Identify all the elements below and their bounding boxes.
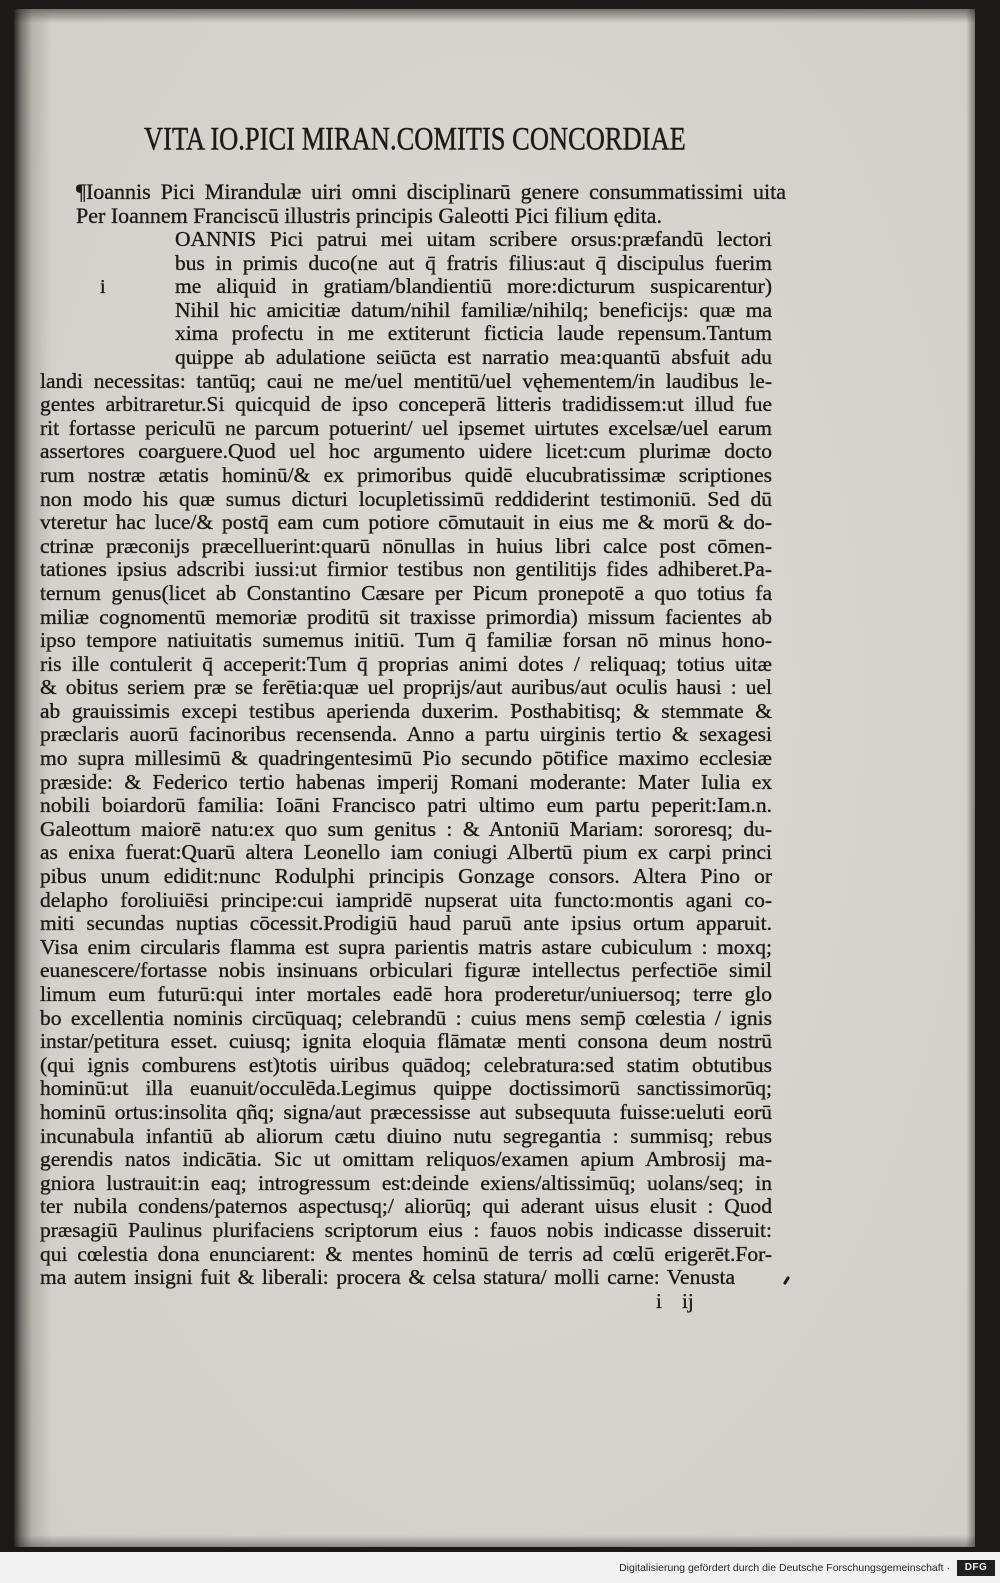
body-line: gniora lustrauit:in eaq; introgressum est:deinde exiens/altissimūq; uolans/seq; in	[40, 1170, 772, 1195]
body-line: euanescere/fortasse nobis insinuans orbiculari figuræ intellectus perfectiōe simil	[40, 958, 772, 983]
chapter-heading	[76, 180, 786, 228]
body-line: tationes ipsius adscribi iussi:ut firmior testibus non gentilitijs fides adhiberet.Pa-	[40, 557, 772, 582]
body-text	[40, 228, 772, 1290]
body-line: hominū:ut illa euanuit/occulēda.Legimus quippe doctissimorū sanctissimorūq;	[40, 1076, 772, 1101]
body-line: quippe ab adulatione seiūcta est narratio mea:quantū absfuit adu	[175, 344, 772, 369]
footer-credit: Digitalisierung gefördert durch die Deutsche Forschungsgemeinschaft ·	[619, 1562, 950, 1574]
digitization-footer	[0, 1552, 1000, 1583]
signature-mark: ij	[682, 1289, 694, 1313]
body-line: Galeottum maiorē natu:ex quo sum genitus : & Antoniū Mariam: sororesq; du-	[40, 816, 772, 841]
body-line: rum nostræ ætatis hominū/& ex primoribus quidē elucubratissimæ scriptiones	[40, 462, 772, 487]
body-line: delapho foroliuiēsi principe:cui iampridē nupserat uita functo:montis agani co-	[40, 887, 772, 912]
body-line: mo supra millesimū & quadringentesimū Pio secundo pōtifice maximo ecclesiæ	[40, 746, 772, 771]
body-line: ctrinæ præconijs præcelluerint:quarū nōnullas in huius libri calce post cōmen-	[40, 533, 772, 558]
body-line: as enixa fuerat:Quarū altera Leonello iam coniugi Albertū pium ex carpi princi	[40, 840, 772, 865]
dfg-logo: DFG	[957, 1560, 995, 1576]
body-line: vteretur hac luce/& postq̄ eam cum potiore cōmutauit in eius me & morū & do-	[40, 510, 772, 535]
heading-line: ¶Ioannis Pici Mirandulæ uiri omni disciplinarū genere consummatissimi uita	[76, 179, 786, 204]
body-line: me aliquid in gratiam/blandientiū more:dicturum suspicarentur)	[175, 274, 772, 299]
guide-letter: i	[100, 276, 106, 298]
body-line: gerendis natos indicātia. Sic ut omittam reliquos/examen apium Ambrosij ma-	[40, 1147, 772, 1172]
body-line: nobili boiardorū familia: Ioāni Francisco patri ultimo eum partu peperit:Iam.n.	[40, 793, 772, 818]
body-line: rit fortasse periculū ne parcum potuerint/ uel ipsemet uirtutes excelsæ/uel earum	[40, 415, 772, 440]
body-line: bo excellentia nominis circūquaq; celebrandū : cuius mens semp̄ cœlestia / ignis	[40, 1005, 772, 1030]
body-line: præclaris auorū facinoribus recensenda. Anno a partu uirginis tertio & sexagesi	[40, 722, 772, 747]
body-line: xima profectu in me extiterunt ficticia laude repensum.Tantum	[175, 321, 772, 346]
body-line: assertores coarguere.Quod uel hoc argumento uidere licet:cum plurimæ docto	[40, 439, 772, 464]
body-line: ab grauissimis excepi testibus aperienda duxerim. Posthabitisq; & stemmate &	[40, 698, 772, 723]
body-line: Visa enim circularis flamma est supra parientis matris astare cubiculum : moxq;	[40, 934, 772, 959]
body-line: & obitus seriem præ se ferētia:quæ uel proprijs/aut auribus/aut oculis hausi : uel	[40, 675, 772, 700]
body-line: pibus unum edidit:nunc Rodulphi principis Gonzage consors. Altera Pino or	[40, 864, 772, 889]
body-line: limum eum futurū:qui inter mortales eadē hora proderetur/uniuersoq; terre glo	[40, 982, 772, 1006]
signature-mark: i	[656, 1289, 662, 1313]
body-line: ris ille contulerit q̄ acceperit:Tum q̄ proprias animi dotes / reliquaq; totius uitæ	[40, 651, 772, 676]
body-line: præsagiū Paulinus plurifaciens scriptorum eius : fauos nobis indicasse disseruit:	[40, 1217, 772, 1242]
body-line: Nihil hic amicitiæ datum/nihil familiæ/nihilq; beneficijs: quæ ma	[175, 297, 772, 322]
body-line: landi necessitas: tantūq; caui ne me/uel mentitū/uel vęhementem/in laudibus le-	[40, 368, 772, 393]
body-line: ipso tempore natiuitatis sumemus initiū. Tum q̄ familiæ forsan nō minus hono-	[40, 628, 772, 653]
body-line: (qui ignis comburens est)totis uiribus quādoq; celebratura:sed statim obtutibus	[40, 1052, 772, 1077]
body-line: ter nubila condens/paternos aspectusq;/ aliorūq; qui aderant uisus elusit : Quod	[40, 1194, 772, 1219]
body-line: instar/petitura esset. cuiusq; ignita eloquia flāmatæ menti consona deum nostrū	[40, 1029, 772, 1054]
body-line: hominū ortus:insolita qñq; signa/aut præcessisse aut subsequuta fuisse:ueluti eorū	[40, 1099, 772, 1124]
body-line: ma autem insigni fuit & liberali: procera & celsa statura/ molli carne: Venusta	[40, 1265, 735, 1290]
body-line: OANNIS Pici patrui mei uitam scribere orsus:præfandū lectori	[175, 227, 772, 251]
body-line: præside: & Federico tertio habenas imperij Romani moderante: Mater Iulia ex	[40, 769, 772, 794]
body-line: miti secundas nuptias cōcessit.Prodigiū haud paruū ante ipsius ortum apparuit.	[40, 911, 772, 936]
body-line: bus in primis duco(ne aut q̄ fratris filius:aut q̄ discipulus fuerim	[175, 250, 772, 275]
body-line: incunabula infantiū ab aliorum cætu diuino nutu segregantia : summisq; rebus	[40, 1123, 772, 1148]
heading-line: Per Ioannem Franciscū illustris principis Galeotti Pici filium ędita.	[76, 203, 662, 228]
body-line: miliæ cognomentū memoriæ proditū sit traxisse primordia) missum facientes ab	[40, 604, 772, 629]
running-title: VITA IO.PICI MIRAN.COMITIS CONCORDIAE	[144, 119, 686, 157]
body-line: ternum genus(licet ab Constantino Cæsare per Picum pronepotē a quo totius fa	[40, 580, 772, 605]
body-line: gentes arbitraretur.Si quicquid de ipso conceperā litteris tradidissem:ut illud fue	[40, 392, 772, 417]
body-line: qui cœlestia dona enunciarent: & mentes hominū de terris ad cœlū erigerēt.For-	[40, 1241, 772, 1266]
body-line: non modo his quæ sumus dicturi locupletissimū reddiderint testimoniū. Sed dū	[40, 486, 772, 511]
